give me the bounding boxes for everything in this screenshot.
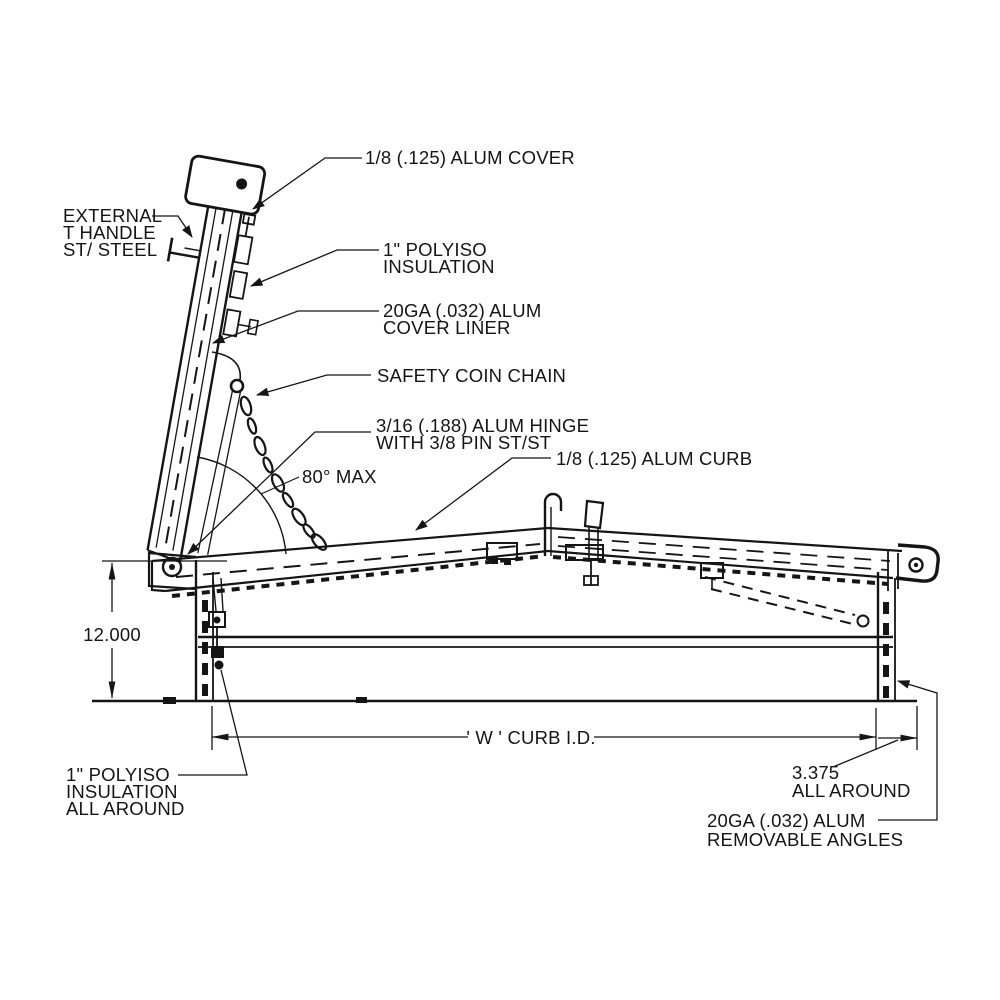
leader-polyiso	[251, 250, 379, 286]
gas-spring-dashed	[705, 577, 855, 615]
label-max-angle: 80° MAX	[302, 466, 377, 487]
gas-spring-end-fitting	[858, 616, 869, 627]
t-handle-shaft	[170, 252, 200, 257]
label-insulation-around-2: INSULATION	[66, 781, 178, 802]
label-cover-liner-2: COVER LINER	[383, 317, 511, 338]
right-cover-gasket-dashes	[553, 557, 888, 584]
apex-latch-hardware	[487, 494, 604, 586]
label-cover-liner-1: 20GA (.032) ALUM	[383, 300, 542, 321]
cover-end-cap	[185, 155, 266, 215]
label-insulation-around-3: ALL AROUND	[66, 798, 185, 819]
callout-leaders	[152, 158, 937, 820]
leader-alum-cover	[253, 158, 362, 209]
label-removable-angles-2: REMOVABLE ANGLES	[707, 829, 904, 850]
gas-spring-dashed	[711, 589, 857, 625]
label-flange-2: ALL AROUND	[792, 780, 911, 801]
leader-alum-curb	[416, 458, 551, 530]
right-closed-cover	[548, 528, 938, 627]
label-removable-angles-1: 20GA (.032) ALUM	[707, 810, 866, 831]
label-polyiso-2: INSULATION	[383, 256, 495, 277]
flange-leader	[833, 740, 898, 767]
latch-hardware	[223, 309, 240, 336]
dim-curb-width: ' W ' CURB I.D.	[466, 727, 596, 748]
label-insulation-around-1: 1" POLYISO	[66, 764, 170, 785]
latch-hardware	[230, 271, 247, 299]
label-external-handle-2: T HANDLE	[63, 222, 156, 243]
latch-plate	[585, 501, 603, 528]
left-cap-gasket-dashes	[172, 556, 545, 596]
label-flange-1: 3.375	[792, 762, 840, 783]
latch-rod	[213, 578, 223, 611]
cover-inner-skin	[180, 168, 249, 562]
t-handle-bar	[168, 238, 172, 262]
leader-safety-chain	[257, 375, 371, 395]
floor-tick	[356, 697, 367, 703]
curb-structure	[92, 560, 917, 704]
dim-curb-height: 12.000	[83, 624, 141, 645]
label-safety-chain: SAFETY COIN CHAIN	[377, 365, 567, 386]
label-hinge-2: WITH 3/8 PIN ST/ST	[376, 432, 552, 453]
chain-anchor-ring	[231, 380, 243, 392]
right-end-bracket	[888, 551, 898, 591]
leader-hinge	[188, 432, 371, 554]
leader-dot	[215, 661, 224, 670]
label-alum-cover: 1/8 (.125) ALUM COVER	[365, 147, 575, 168]
label-external-handle-1: EXTERNAL	[63, 205, 163, 226]
label-external-handle-3: ST/ STEEL	[63, 239, 158, 260]
cover-liner-line	[156, 168, 223, 548]
label-alum-curb: 1/8 (.125) ALUM CURB	[556, 448, 753, 469]
cover-liner-line	[173, 170, 240, 550]
label-hinge-1: 3/16 (.188) ALUM HINGE	[376, 415, 590, 436]
safety-chain-assembly	[197, 352, 329, 554]
label-polyiso-1: 1" POLYISO	[383, 239, 487, 260]
floor-tick	[163, 697, 176, 704]
